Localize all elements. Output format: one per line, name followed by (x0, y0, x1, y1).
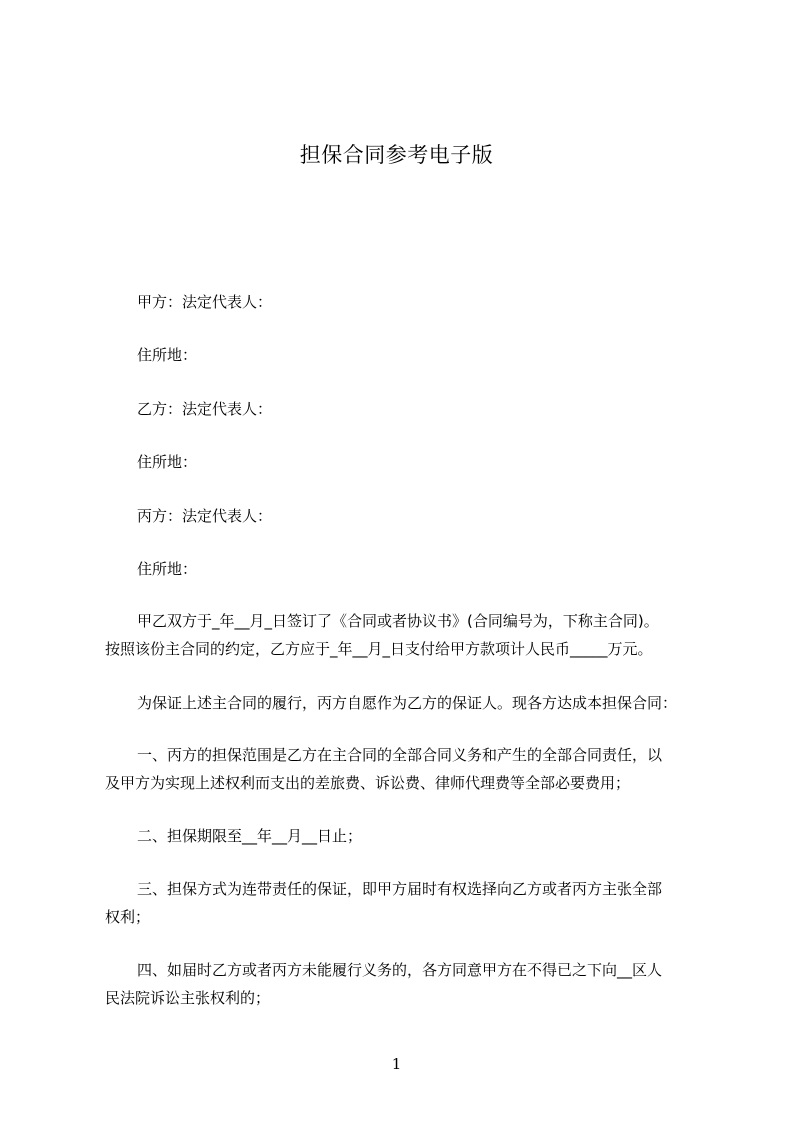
party-c-address-line: 住所地： (137, 560, 198, 578)
guarantee-purpose-line: 为保证上述主合同的履行，丙方自愿作为乙方的保证人。现各方达成本担保合同： (137, 694, 678, 712)
clause-1-line-1: 一、丙方的担保范围是乙方在主合同的全部合同义务和产生的全部合同责任，以 (137, 746, 663, 764)
contract-background-line-2: 按照该份主合同的约定，乙方应于_年__月_日支付给甲方款项计人民币_____万元。 (105, 640, 653, 658)
page-number: 1 (391, 1055, 402, 1073)
contract-background-line-1: 甲乙双方于_年__月_日签订了《合同或者协议书》(合同编号为，下称主合同)。 (137, 612, 659, 630)
clause-4-line-2: 民法院诉讼主张权利的； (105, 989, 271, 1007)
clause-2-line: 二、担保期限至__年__月__日止； (137, 827, 363, 845)
party-b-address-line: 住所地： (137, 453, 198, 471)
document-title: 担保合同参考电子版 (299, 143, 494, 167)
clause-4-line-1: 四、如届时乙方或者丙方未能履行义务的，各方同意甲方在不得已之下向__区人 (137, 961, 663, 979)
clause-3-line-1: 三、担保方式为连带责任的保证，即甲方届时有权选择向乙方或者丙方主张全部 (137, 880, 663, 898)
party-a-address-line: 住所地： (137, 346, 198, 364)
party-b-line: 乙方：法定代表人： (137, 400, 273, 418)
clause-3-line-2: 权利； (105, 908, 151, 926)
clause-1-line-2: 及甲方为实现上述权利而支出的差旅费、诉讼费、律师代理费等全部必要费用； (105, 774, 631, 792)
party-a-line: 甲方：法定代表人： (137, 293, 273, 311)
party-c-line: 丙方：法定代表人： (137, 507, 273, 525)
